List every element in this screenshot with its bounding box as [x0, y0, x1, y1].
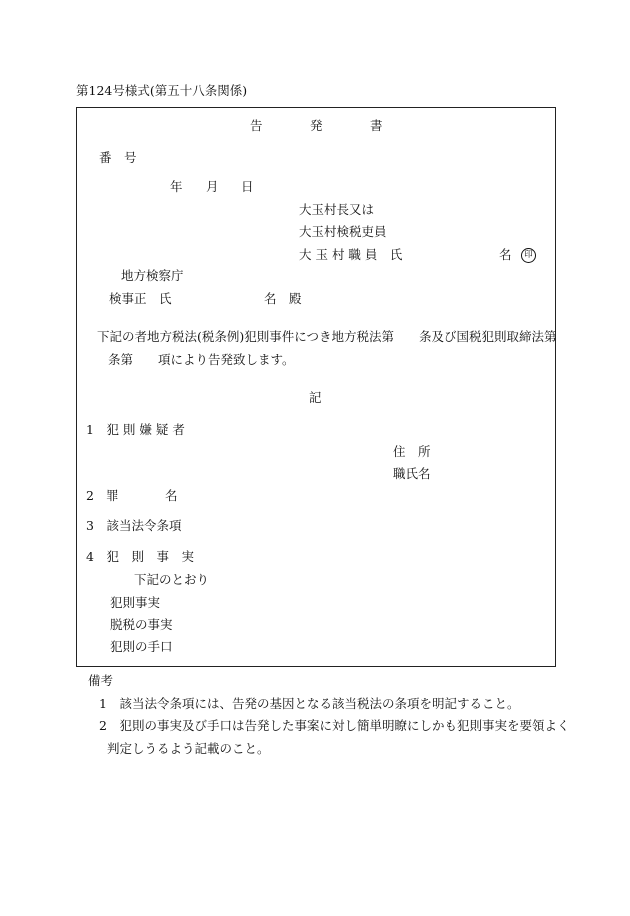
body-line-1: 下記の者地方税法(税条例)犯則事件につき地方税法第 条及び国税犯則取締法第 — [97, 329, 557, 344]
item-3-statute: 3 該当法令条項 — [86, 518, 182, 533]
fact-tax-evasion: 脱税の事実 — [110, 617, 173, 632]
date-year: 年 — [170, 179, 183, 194]
note-2-line-1: 2 犯則の事実及び手口は告発した事案に対し簡単明瞭にしかも犯則事実を要領よく — [99, 718, 570, 733]
notes-heading: 備考 — [88, 673, 114, 688]
note-1: 1 該当法令条項には、告発の基因となる該当税法の条項を明記すること。 — [99, 696, 520, 711]
ki-heading: 記 — [309, 390, 322, 405]
addressee-prosecutor: 検事正 氏 — [109, 291, 172, 306]
address-label: 住 所 — [393, 444, 431, 459]
note-2-line-2: 判定しうるよう記載のこと。 — [107, 741, 270, 756]
item-1-suspect: 1 犯 則 嫌 疑 者 — [86, 422, 185, 437]
item-2-number: 2 — [86, 488, 94, 503]
issuer-name-suffix: 名 — [499, 247, 512, 262]
title-char-2: 発 — [310, 118, 323, 133]
issuer-line-1: 大玉村長又は — [299, 202, 375, 217]
date-day: 日 — [241, 179, 254, 194]
fact-violation: 犯則事実 — [110, 595, 161, 610]
seal-icon: 印 — [521, 248, 536, 263]
issuer-line-2: 大玉村検税吏員 — [299, 224, 387, 239]
addressee-office: 地方検察庁 — [121, 268, 184, 283]
addressee-name-suffix: 名 殿 — [264, 291, 302, 306]
seal-mark — [521, 248, 536, 263]
as-follows-text: 下記のとおり — [134, 572, 210, 587]
issuer-line-3: 大 玉 村 職 員 氏 — [299, 247, 403, 262]
item-2-name: 名 — [165, 488, 178, 503]
fact-method: 犯則の手口 — [110, 639, 173, 654]
title-char-1: 告 — [250, 118, 263, 133]
date-month: 月 — [206, 179, 219, 194]
title-char-3: 書 — [370, 118, 383, 133]
item-2-crime: 罪 — [106, 488, 119, 503]
form-number: 第124号様式(第五十八条関係) — [76, 83, 248, 98]
occupation-name-label: 職氏名 — [393, 466, 431, 481]
item-4-facts: 4 犯 則 事 実 — [86, 549, 194, 564]
body-line-2: 条第 項により告発致します。 — [108, 352, 295, 367]
number-label: 番 号 — [99, 150, 137, 165]
